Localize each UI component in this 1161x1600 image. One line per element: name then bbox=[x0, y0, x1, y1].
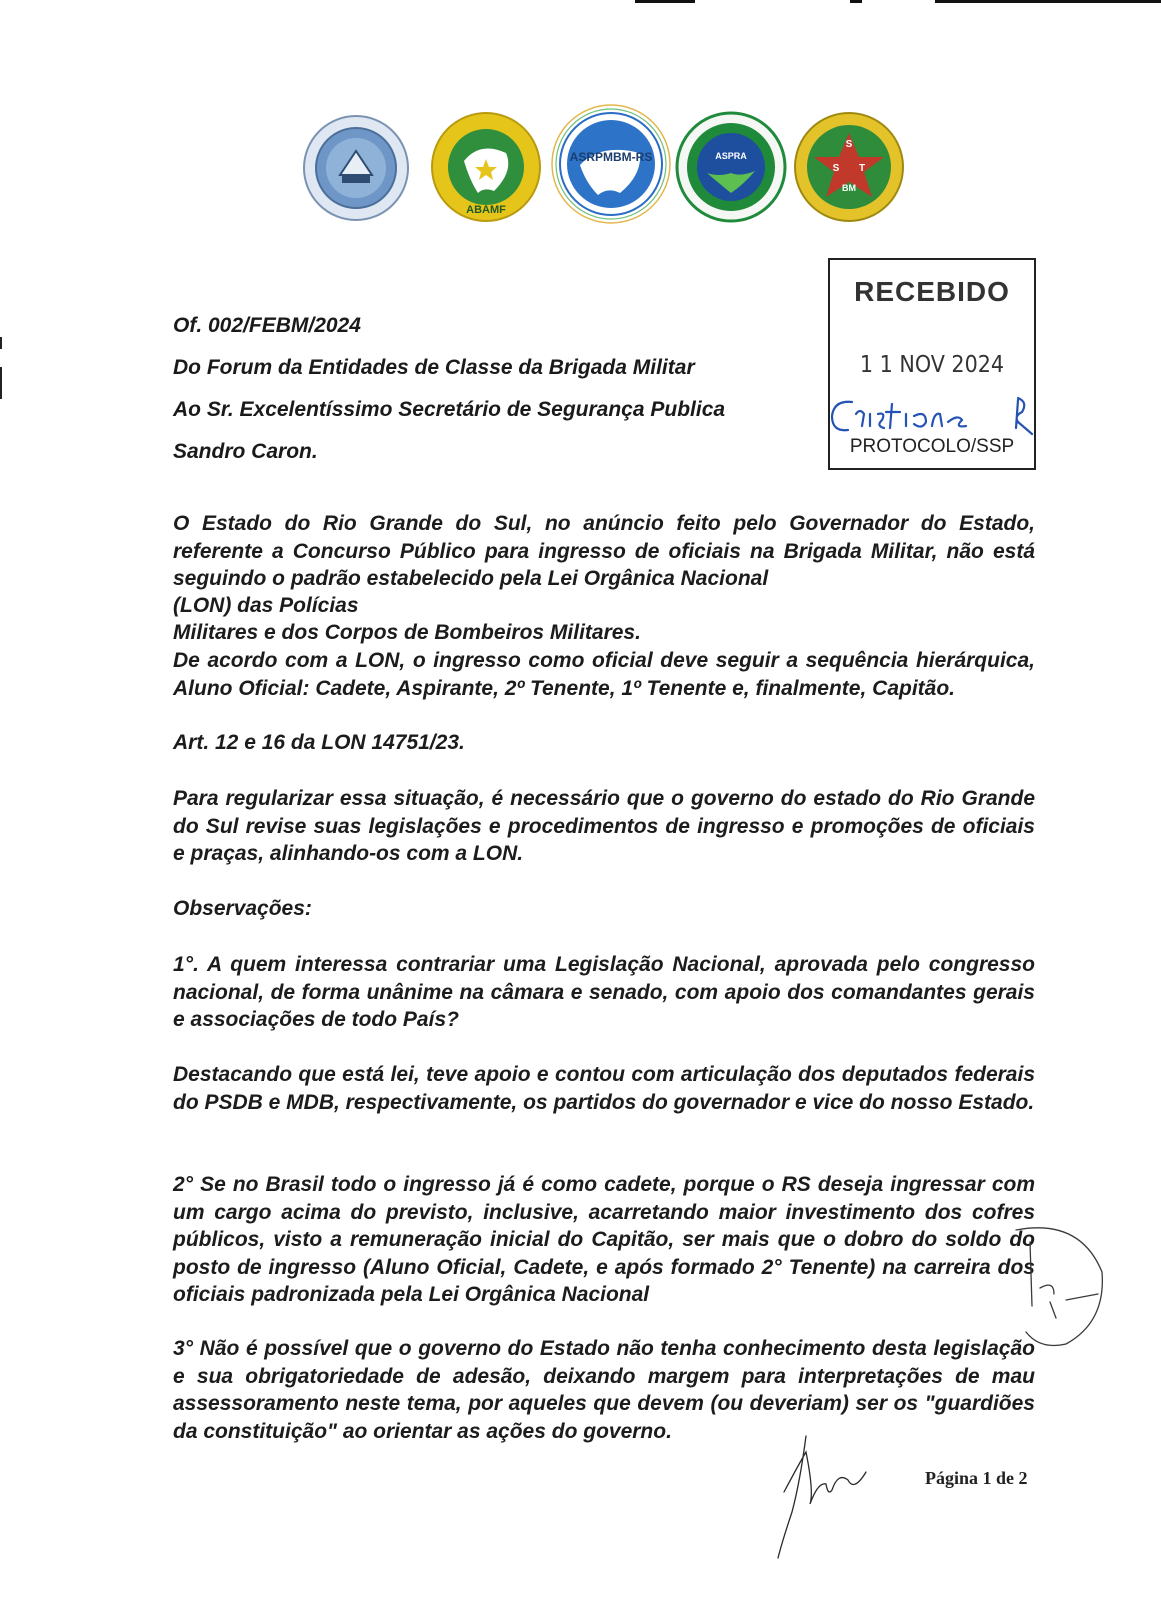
paragraph-announcement-military: Militares e dos Corpos de Bombeiros Militares. bbox=[173, 621, 641, 644]
svg-text:S: S bbox=[845, 139, 853, 150]
received-stamp bbox=[828, 258, 1036, 470]
observations-heading: Observações: bbox=[173, 897, 312, 920]
stamp-department: PROTOCOLO/SSP bbox=[849, 436, 1015, 457]
svg-text:T: T bbox=[858, 163, 866, 174]
letterhead-logos bbox=[300, 103, 920, 233]
stamp-date: 1 1 NOV 2024 bbox=[859, 352, 1005, 378]
addressee-line: Ao Sr. Excelentíssimo Secretário de Segurança Publica bbox=[173, 398, 726, 421]
stamp-title: RECEBIDO bbox=[854, 276, 1010, 307]
paragraph-announcement-lon: (LON) das Polícias bbox=[173, 594, 359, 617]
stamp-signature bbox=[822, 392, 1042, 440]
observation-1-note: Destacando que está lei, teve apoio e contou com articulação dos deputados federais do PSDB e MDB, respectivamente, os partidos do governador e vice do nosso Estado. bbox=[173, 1063, 1035, 1114]
institute-seal-icon bbox=[300, 113, 412, 223]
paragraph-hierarchy: De acordo com a LON, o ingresso como oficial deve seguir a sequência hierárquica, Aluno Oficial: Cadete, Aspirante, 2º Tenente, 1º Tenente e, finalmente, Capitão. bbox=[173, 649, 1035, 700]
observation-3: 3° Não é possível que o governo do Estado não tenha conhecimento desta legislação e sua obrigatoriedade de adesão, deixando margem para interpretações de mau assessoramento neste tema, por aqueles que devem (ou deveriam) ser os "guardiões da constituição" ao orientar as ações do governo. bbox=[173, 1337, 1035, 1443]
rubric-signature bbox=[770, 1432, 880, 1562]
abamf-seal-icon bbox=[430, 111, 542, 223]
svg-text:BM: BM bbox=[842, 183, 856, 193]
ssat-seal-icon bbox=[792, 111, 906, 223]
law-reference: Art. 12 e 16 da LON 14751/23. bbox=[173, 731, 465, 754]
observation-1: 1°. A quem interessa contrariar uma Legislação Nacional, aprovada pelo congresso nacional, de forma unânime na câmara e senado, com apoio dos comandantes gerais e associações de todo País? bbox=[173, 953, 1035, 1031]
svg-text:ASPRA: ASPRA bbox=[715, 151, 747, 161]
margin-handwritten-mark bbox=[1010, 1222, 1115, 1352]
page-number: Página 1 de 2 bbox=[925, 1468, 1028, 1488]
office-number: Of. 002/FEBM/2024 bbox=[173, 314, 361, 337]
asrpmbm-seal-icon bbox=[550, 103, 672, 225]
paragraph-announcement: O Estado do Rio Grande do Sul, no anúncio feito pelo Governador do Estado, referente a Concurso Público para ingresso de oficiais na Brigada Militar, não está seguindo o padrão estabelecido pela Lei Orgânica Nacional bbox=[173, 512, 1035, 590]
aspra-seal-icon bbox=[675, 111, 787, 223]
observation-2: 2° Se no Brasil todo o ingresso já é como cadete, porque o RS deseja ingressar com um cargo acima do previsto, inclusive, acarretando maior investimento dos cofres públicos, visto a remuneração inicial do Capitão, ser mais que o dobro do soldo do posto de ingresso (Aluno Oficial, Cadete, e após formado 2° Tenente) na carreira dos oficiais padronizada pela Lei Orgânica Nacional bbox=[173, 1173, 1035, 1306]
paragraph-regularize: Para regularizar essa situação, é necessário que o governo do estado do Rio Grande do Sul revise suas legislações e procedimentos de ingresso e promoções de oficiais e praças, alinhando-os com a LON. bbox=[173, 787, 1035, 865]
sender-line: Do Forum da Entidades de Classe da Brigada Militar bbox=[173, 356, 695, 379]
svg-text:S: S bbox=[832, 163, 840, 174]
svg-text:ABAMF: ABAMF bbox=[466, 204, 506, 216]
recipient-name: Sandro Caron. bbox=[173, 440, 318, 463]
svg-text:ASRPMBM-RS: ASRPMBM-RS bbox=[569, 150, 653, 164]
